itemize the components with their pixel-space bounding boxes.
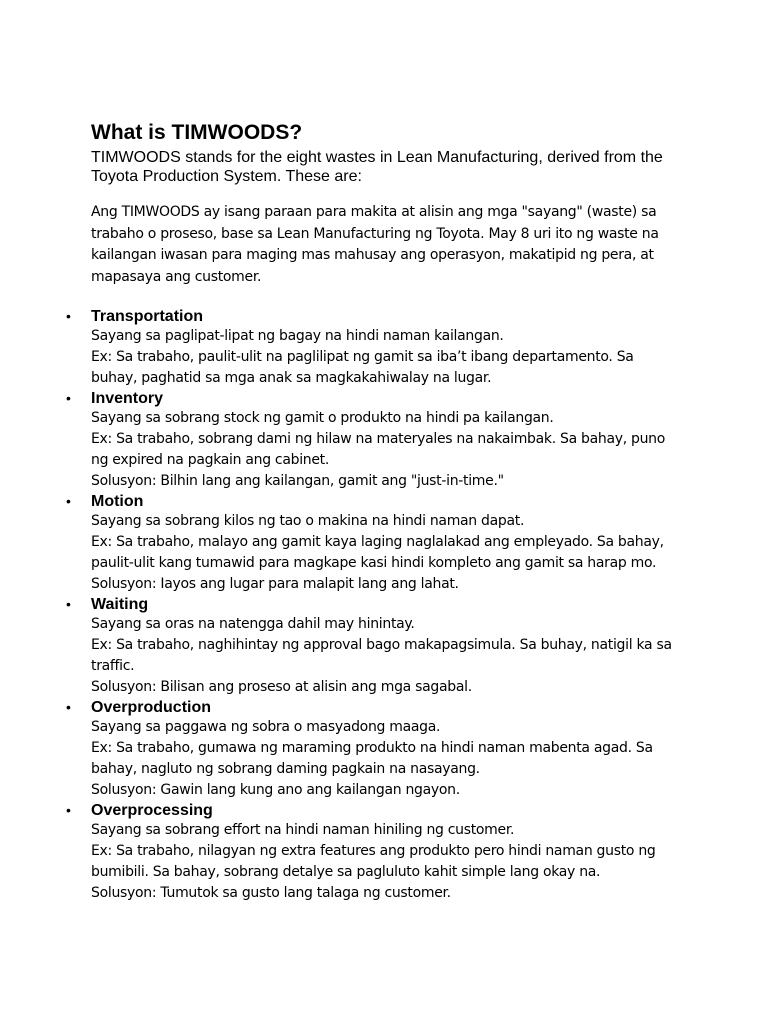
- waste-item-waiting: [66, 595, 681, 698]
- bullet-icon: •: [66, 802, 71, 818]
- waste-title: Inventory: [91, 390, 164, 407]
- waste-item-overprocessing: [66, 801, 681, 904]
- waste-title: Overproduction: [91, 699, 212, 716]
- waste-description-line: Sayang sa paglipat-lipat ng bagay na hindi naman kailangan.: [91, 328, 504, 344]
- bullet-icon: •: [66, 308, 71, 324]
- waste-title: Overprocessing: [91, 802, 213, 819]
- waste-description-line: Ex: Sa trabaho, paulit-ulit na paglilipat ng gamit sa iba’t ibang departamento. Sa buhay, paghatid sa mga anak sa magkakahiwalay na lugar.: [91, 349, 634, 386]
- waste-description-line: Ex: Sa trabaho, nilagyan ng extra features ang produkto pero hindi naman gusto ng bumibili. Sa bahay, sobrang detalye sa pagluluto kahit simple lang okay na.: [91, 843, 656, 880]
- waste-title: Transportation: [91, 308, 204, 325]
- bullet-icon: •: [66, 493, 71, 509]
- waste-description-line: Solusyon: Bilhin lang ang kailangan, gamit ang "just-in-time.": [91, 473, 504, 489]
- waste-description-line: Sayang sa paggawa ng sobra o masyadong maaga.: [91, 719, 441, 735]
- waste-title: Motion: [91, 493, 144, 510]
- waste-item-transportation: [66, 307, 681, 389]
- bullet-icon: •: [66, 596, 71, 612]
- overview-paragraph: Ang TIMWOODS ay isang paraan para makita at alisin ang mga "sayang" (waste) sa trabaho o proseso, base sa Lean Manufacturing ng Toyota. May 8 uri ito ng waste na kailangan iwasan para maging mas mahusay ang operasyon, makatipid ng pera, at mapasaya ang customer.: [91, 204, 659, 285]
- waste-description-line: Sayang sa sobrang stock ng gamit o produkto na hindi pa kailangan.: [91, 410, 554, 426]
- bullet-icon: •: [66, 699, 71, 715]
- waste-description-line: Ex: Sa trabaho, gumawa ng maraming produkto na hindi naman mabenta agad. Sa bahay, nagluto ng sobrang daming pagkain na nasayang.: [91, 740, 653, 777]
- intro-text: TIMWOODS stands for the eight wastes in Lean Manufacturing, derived from the Toyota Production System. These are:: [91, 149, 663, 185]
- waste-description-line: Solusyon: Bilisan ang proseso at alisin ang mga sagabal.: [91, 679, 472, 695]
- document-title: What is TIMWOODS?: [91, 121, 303, 144]
- waste-description-line: Sayang sa sobrang kilos ng tao o makina na hindi naman dapat.: [91, 513, 525, 529]
- waste-description-line: Sayang sa sobrang effort na hindi naman hiniling ng customer.: [91, 822, 515, 838]
- waste-description-line: Ex: Sa trabaho, sobrang dami ng hilaw na materyales na nakaimbak. Sa bahay, puno ng expired na pagkain ang cabinet.: [91, 431, 666, 468]
- waste-item-inventory: [66, 389, 681, 492]
- waste-item-motion: [66, 492, 681, 595]
- waste-description-line: Sayang sa oras na natengga dahil may hinintay.: [91, 616, 415, 632]
- waste-description-line: Solusyon: Tumutok sa gusto lang talaga ng customer.: [91, 885, 451, 901]
- waste-description-line: Ex: Sa trabaho, naghihintay ng approval bago makapagsimula. Sa buhay, natigil ka sa traffic.: [91, 637, 672, 674]
- waste-description-line: Solusyon: Gawin lang kung ano ang kailangan ngayon.: [91, 782, 460, 798]
- waste-description-line: Ex: Sa trabaho, malayo ang gamit kaya laging naglalakad ang empleyado. Sa bahay, paulit-ulit kang tumawid para magkape kasi hindi kompleto ang gamit sa harap mo.: [91, 534, 664, 571]
- document-page: [66, 120, 681, 904]
- waste-description-line: Solusyon: Iayos ang lugar para malapit lang ang lahat.: [91, 576, 459, 592]
- waste-item-overproduction: [66, 698, 681, 801]
- waste-title: Waiting: [91, 596, 149, 613]
- bullet-icon: •: [66, 390, 71, 406]
- wastes-list: [66, 307, 681, 904]
